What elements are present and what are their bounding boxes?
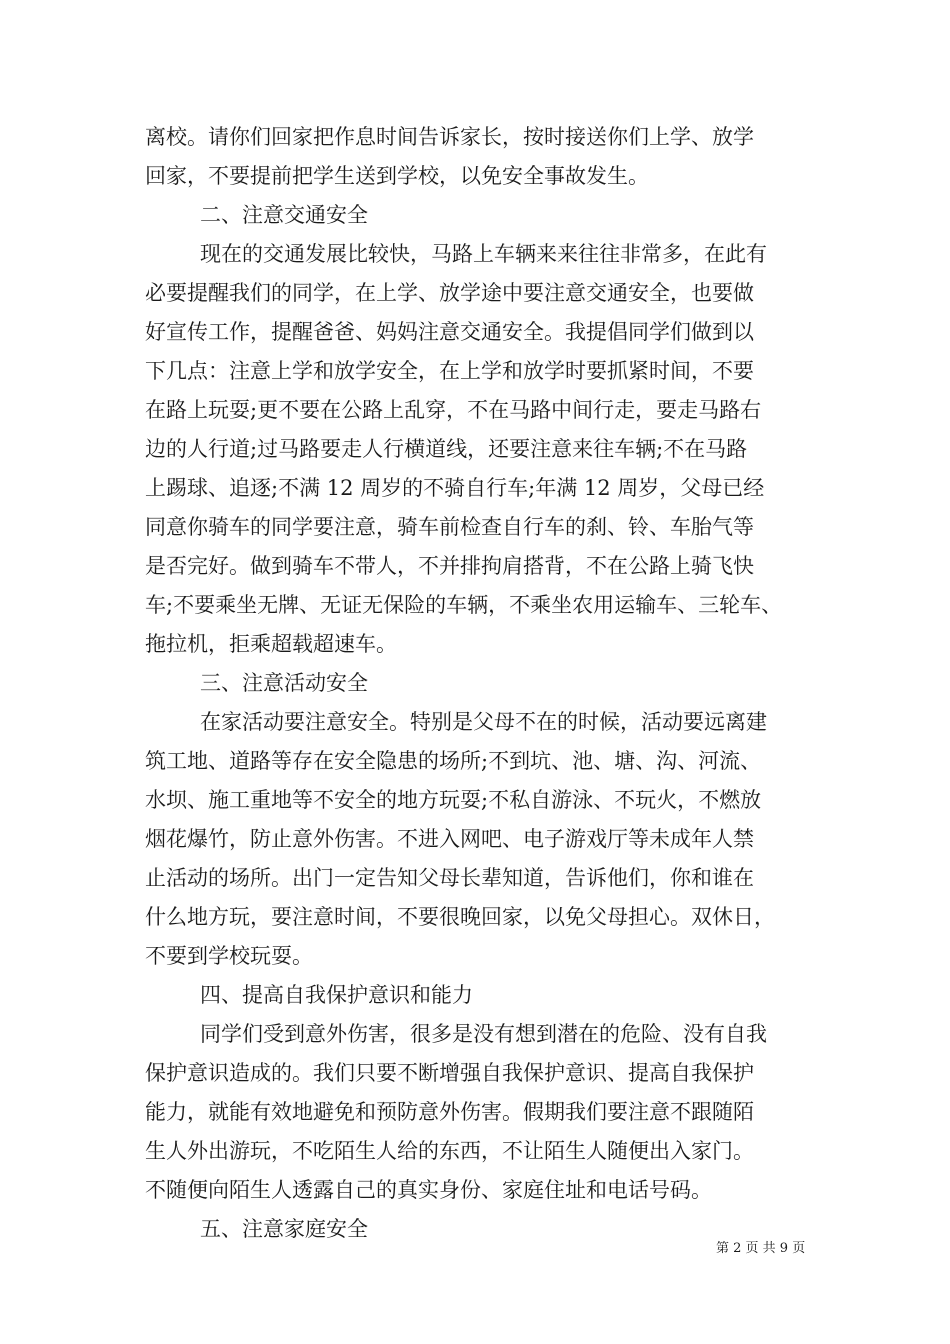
text-line: 必要提醒我们的同学，在上学、放学途中要注意交通安全，也要做 [145,281,754,305]
section-heading: 四、提高自我保护意识和能力 [200,983,473,1007]
text-line: 能力，就能有效地避免和预防意外伤害。假期我们要注意不跟随陌 [145,1100,754,1124]
text-line: 下几点：注意上学和放学安全，在上学和放学时要抓紧时间，不要 [145,359,754,383]
text-line: 止活动的场所。出门一定告知父母长辈知道，告诉他们，你和谁在 [145,866,754,890]
text-line: 是否完好。做到骑车不带人，不并排拘肩搭背，不在公路上骑飞快 [145,554,754,578]
text-line: 不随便向陌生人透露自己的真实身份、家庭住址和电话号码。 [145,1178,712,1202]
text-line: 在路上玩耍;更不要在公路上乱穿，不在马路中间行走，要走马路右 [145,398,762,422]
text-line: 生人外出游玩，不吃陌生人给的东西，不让陌生人随便出入家门。 [145,1139,754,1163]
text-line: 筑工地、道路等存在安全隐患的场所;不到坑、池、塘、沟、河流、 [145,749,762,773]
text-line: 边的人行道;过马路要走人行横道线，还要注意来往车辆;不在马路 [145,437,748,461]
text-line: 拖拉机，拒乘超载超速车。 [145,632,397,656]
text-line: 同意你骑车的同学要注意，骑车前检查自行车的刹、铃、车胎气等 [145,515,754,539]
text-line: 不要到学校玩耍。 [145,944,313,968]
text-line: 上踢球、追逐;不满 12 周岁的不骑自行车;年满 12 周岁，父母已经 [145,476,765,500]
text-line: 回家，不要提前把学生送到学校，以免安全事故发生。 [145,164,649,188]
page-number: 第 2 页 共 9 页 [716,1241,806,1256]
text-line: 现在的交通发展比较快，马路上车辆来来往往非常多，在此有 [200,242,767,266]
section-heading: 二、注意交通安全 [200,203,368,227]
text-line: 烟花爆竹，防止意外伤害。不进入网吧、电子游戏厅等未成年人禁 [145,827,754,851]
text-line: 好宣传工作，提醒爸爸、妈妈注意交通安全。我提倡同学们做到以 [145,320,754,344]
section-heading: 五、注意家庭安全 [200,1217,368,1241]
text-line: 同学们受到意外伤害，很多是没有想到潜在的危险、没有自我 [200,1022,767,1046]
section-heading: 三、注意活动安全 [200,671,368,695]
text-line: 什么地方玩，要注意时间，不要很晚回家，以免父母担心。双休日， [145,905,775,929]
text-line: 车;不要乘坐无牌、无证无保险的车辆，不乘坐农用运输车、三轮车、 [145,593,783,617]
text-line: 水坝、施工重地等不安全的地方玩耍;不私自游泳、不玩火，不燃放 [145,788,762,812]
text-line: 保护意识造成的。我们只要不断增强自我保护意识、提高自我保护 [145,1061,754,1085]
text-line: 离校。请你们回家把作息时间告诉家长，按时接送你们上学、放学 [145,125,754,149]
text-line: 在家活动要注意安全。特别是父母不在的时候，活动要远离建 [200,710,767,734]
